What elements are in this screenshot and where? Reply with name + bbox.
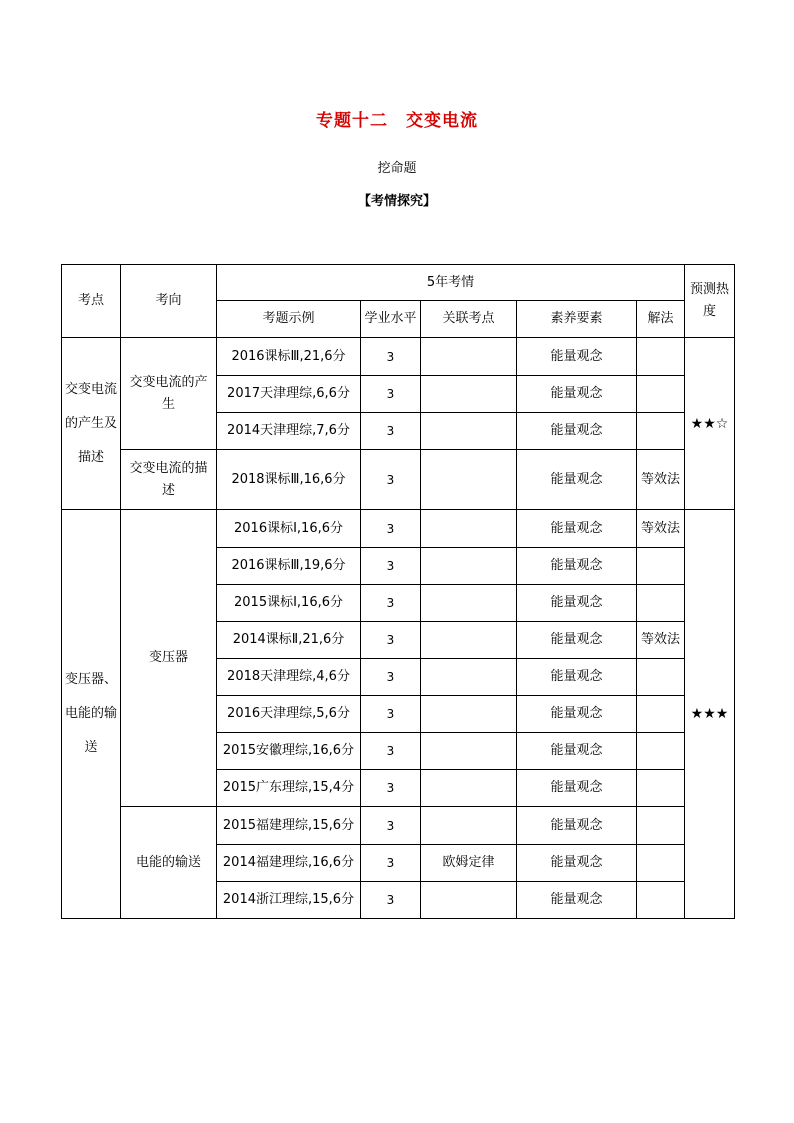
kaoxiang-cell: [121, 450, 217, 510]
method-cell: [637, 733, 685, 770]
related-cell: [421, 338, 517, 376]
forecast-heat-cell: ★★☆: [685, 338, 735, 510]
related-cell: 欧姆定律: [421, 845, 517, 882]
level-cell: 3: [361, 450, 421, 510]
related-cell: [421, 622, 517, 659]
exam-example-cell: 2015福建理综,15,6分: [217, 807, 361, 845]
related-cell: [421, 413, 517, 450]
level-cell: 3: [361, 696, 421, 733]
header-row-1: [62, 265, 735, 301]
literacy-cell: 能量观念: [517, 770, 637, 807]
header-level: 学业水平: [361, 301, 421, 338]
header-kaodian: 考点: [62, 265, 121, 338]
exam-example-cell: 2016课标Ⅲ,21,6分: [217, 338, 361, 376]
kaoxiang-text: 交变电流的描述: [129, 460, 208, 498]
literacy-cell: 能量观念: [517, 510, 637, 548]
kaodian-cell: [62, 510, 121, 919]
literacy-cell: 能量观念: [517, 413, 637, 450]
related-cell: [421, 376, 517, 413]
related-cell: [421, 770, 517, 807]
header-literacy: 素养要素: [517, 301, 637, 338]
header-related: 关联考点: [421, 301, 517, 338]
method-cell: [637, 585, 685, 622]
literacy-cell: 能量观念: [517, 845, 637, 882]
related-cell: [421, 585, 517, 622]
header-kaoxiang: 考向: [121, 265, 217, 338]
level-cell: 3: [361, 882, 421, 919]
related-cell: [421, 548, 517, 585]
related-cell: [421, 807, 517, 845]
related-cell: [421, 659, 517, 696]
literacy-cell: 能量观念: [517, 376, 637, 413]
literacy-cell: 能量观念: [517, 882, 637, 919]
literacy-cell: 能量观念: [517, 622, 637, 659]
page-subtitle: 挖命题: [377, 161, 417, 176]
literacy-cell: 能量观念: [517, 338, 637, 376]
literacy-cell: 能量观念: [517, 548, 637, 585]
level-cell: 3: [361, 338, 421, 376]
method-cell: [637, 548, 685, 585]
kaodian-text: 变压器、电能的输送: [64, 672, 117, 755]
forecast-heat-cell: ★★★: [685, 510, 735, 919]
level-cell: 3: [361, 510, 421, 548]
literacy-cell: 能量观念: [517, 807, 637, 845]
level-cell: 3: [361, 548, 421, 585]
header-forecast: 预测热度: [685, 265, 735, 338]
level-cell: 3: [361, 807, 421, 845]
page-title: 专题十二 交变电流: [316, 111, 478, 131]
section-heading: 【考情探究】: [357, 194, 436, 209]
level-cell: 3: [361, 770, 421, 807]
table-row: [62, 807, 735, 845]
exam-example-cell: 2017天津理综,6,6分: [217, 376, 361, 413]
related-cell: [421, 510, 517, 548]
exam-example-cell: 2016课标Ⅲ,19,6分: [217, 548, 361, 585]
method-cell: [637, 770, 685, 807]
header-five-year: 5年考情: [217, 265, 685, 301]
method-cell: [637, 696, 685, 733]
literacy-cell: 能量观念: [517, 696, 637, 733]
method-cell: [637, 659, 685, 696]
kaoxiang-cell: [121, 338, 217, 450]
exam-example-cell: 2015广东理综,15,4分: [217, 770, 361, 807]
related-cell: [421, 696, 517, 733]
level-cell: 3: [361, 622, 421, 659]
level-cell: 3: [361, 585, 421, 622]
level-cell: 3: [361, 413, 421, 450]
method-cell: [637, 845, 685, 882]
kaoxiang-text: 变压器: [148, 650, 188, 665]
kaodian-cell: [62, 338, 121, 510]
literacy-cell: 能量观念: [517, 585, 637, 622]
kaoxiang-cell: [121, 510, 217, 807]
exam-example-cell: 2018课标Ⅲ,16,6分: [217, 450, 361, 510]
table-row: [62, 338, 735, 376]
exam-example-cell: 2016课标Ⅰ,16,6分: [217, 510, 361, 548]
exam-example-cell: 2015安徽理综,16,6分: [217, 733, 361, 770]
level-cell: 3: [361, 376, 421, 413]
exam-example-cell: 2016天津理综,5,6分: [217, 696, 361, 733]
kaoxiang-text: 交变电流的产生: [129, 374, 208, 412]
kaodian-text: 交变电流的产生及描述: [64, 381, 117, 465]
table-row: [62, 510, 735, 548]
exam-example-cell: 2014天津理综,7,6分: [217, 413, 361, 450]
method-cell: [637, 376, 685, 413]
related-cell: [421, 733, 517, 770]
table-row: [62, 450, 735, 510]
level-cell: 3: [361, 659, 421, 696]
header-method: 解法: [637, 301, 685, 338]
level-cell: 3: [361, 733, 421, 770]
method-cell: 等效法: [637, 450, 685, 510]
method-cell: [637, 882, 685, 919]
header-example: 考题示例: [217, 301, 361, 338]
literacy-cell: 能量观念: [517, 659, 637, 696]
exam-example-cell: 2014浙江理综,15,6分: [217, 882, 361, 919]
exam-example-cell: 2014福建理综,16,6分: [217, 845, 361, 882]
literacy-cell: 能量观念: [517, 733, 637, 770]
method-cell: [637, 413, 685, 450]
literacy-cell: 能量观念: [517, 450, 637, 510]
kaoxiang-text: 电能的输送: [135, 854, 201, 870]
related-cell: [421, 882, 517, 919]
exam-example-cell: 2018天津理综,4,6分: [217, 659, 361, 696]
method-cell: 等效法: [637, 622, 685, 659]
method-cell: [637, 807, 685, 845]
exam-example-cell: 2015课标Ⅰ,16,6分: [217, 585, 361, 622]
related-cell: [421, 450, 517, 510]
kaoxiang-cell: [121, 807, 217, 919]
table-body: [62, 338, 735, 919]
exam-example-cell: 2014课标Ⅱ,21,6分: [217, 622, 361, 659]
level-cell: 3: [361, 845, 421, 882]
method-cell: [637, 338, 685, 376]
method-cell: 等效法: [637, 510, 685, 548]
exam-analysis-table: [61, 264, 735, 919]
